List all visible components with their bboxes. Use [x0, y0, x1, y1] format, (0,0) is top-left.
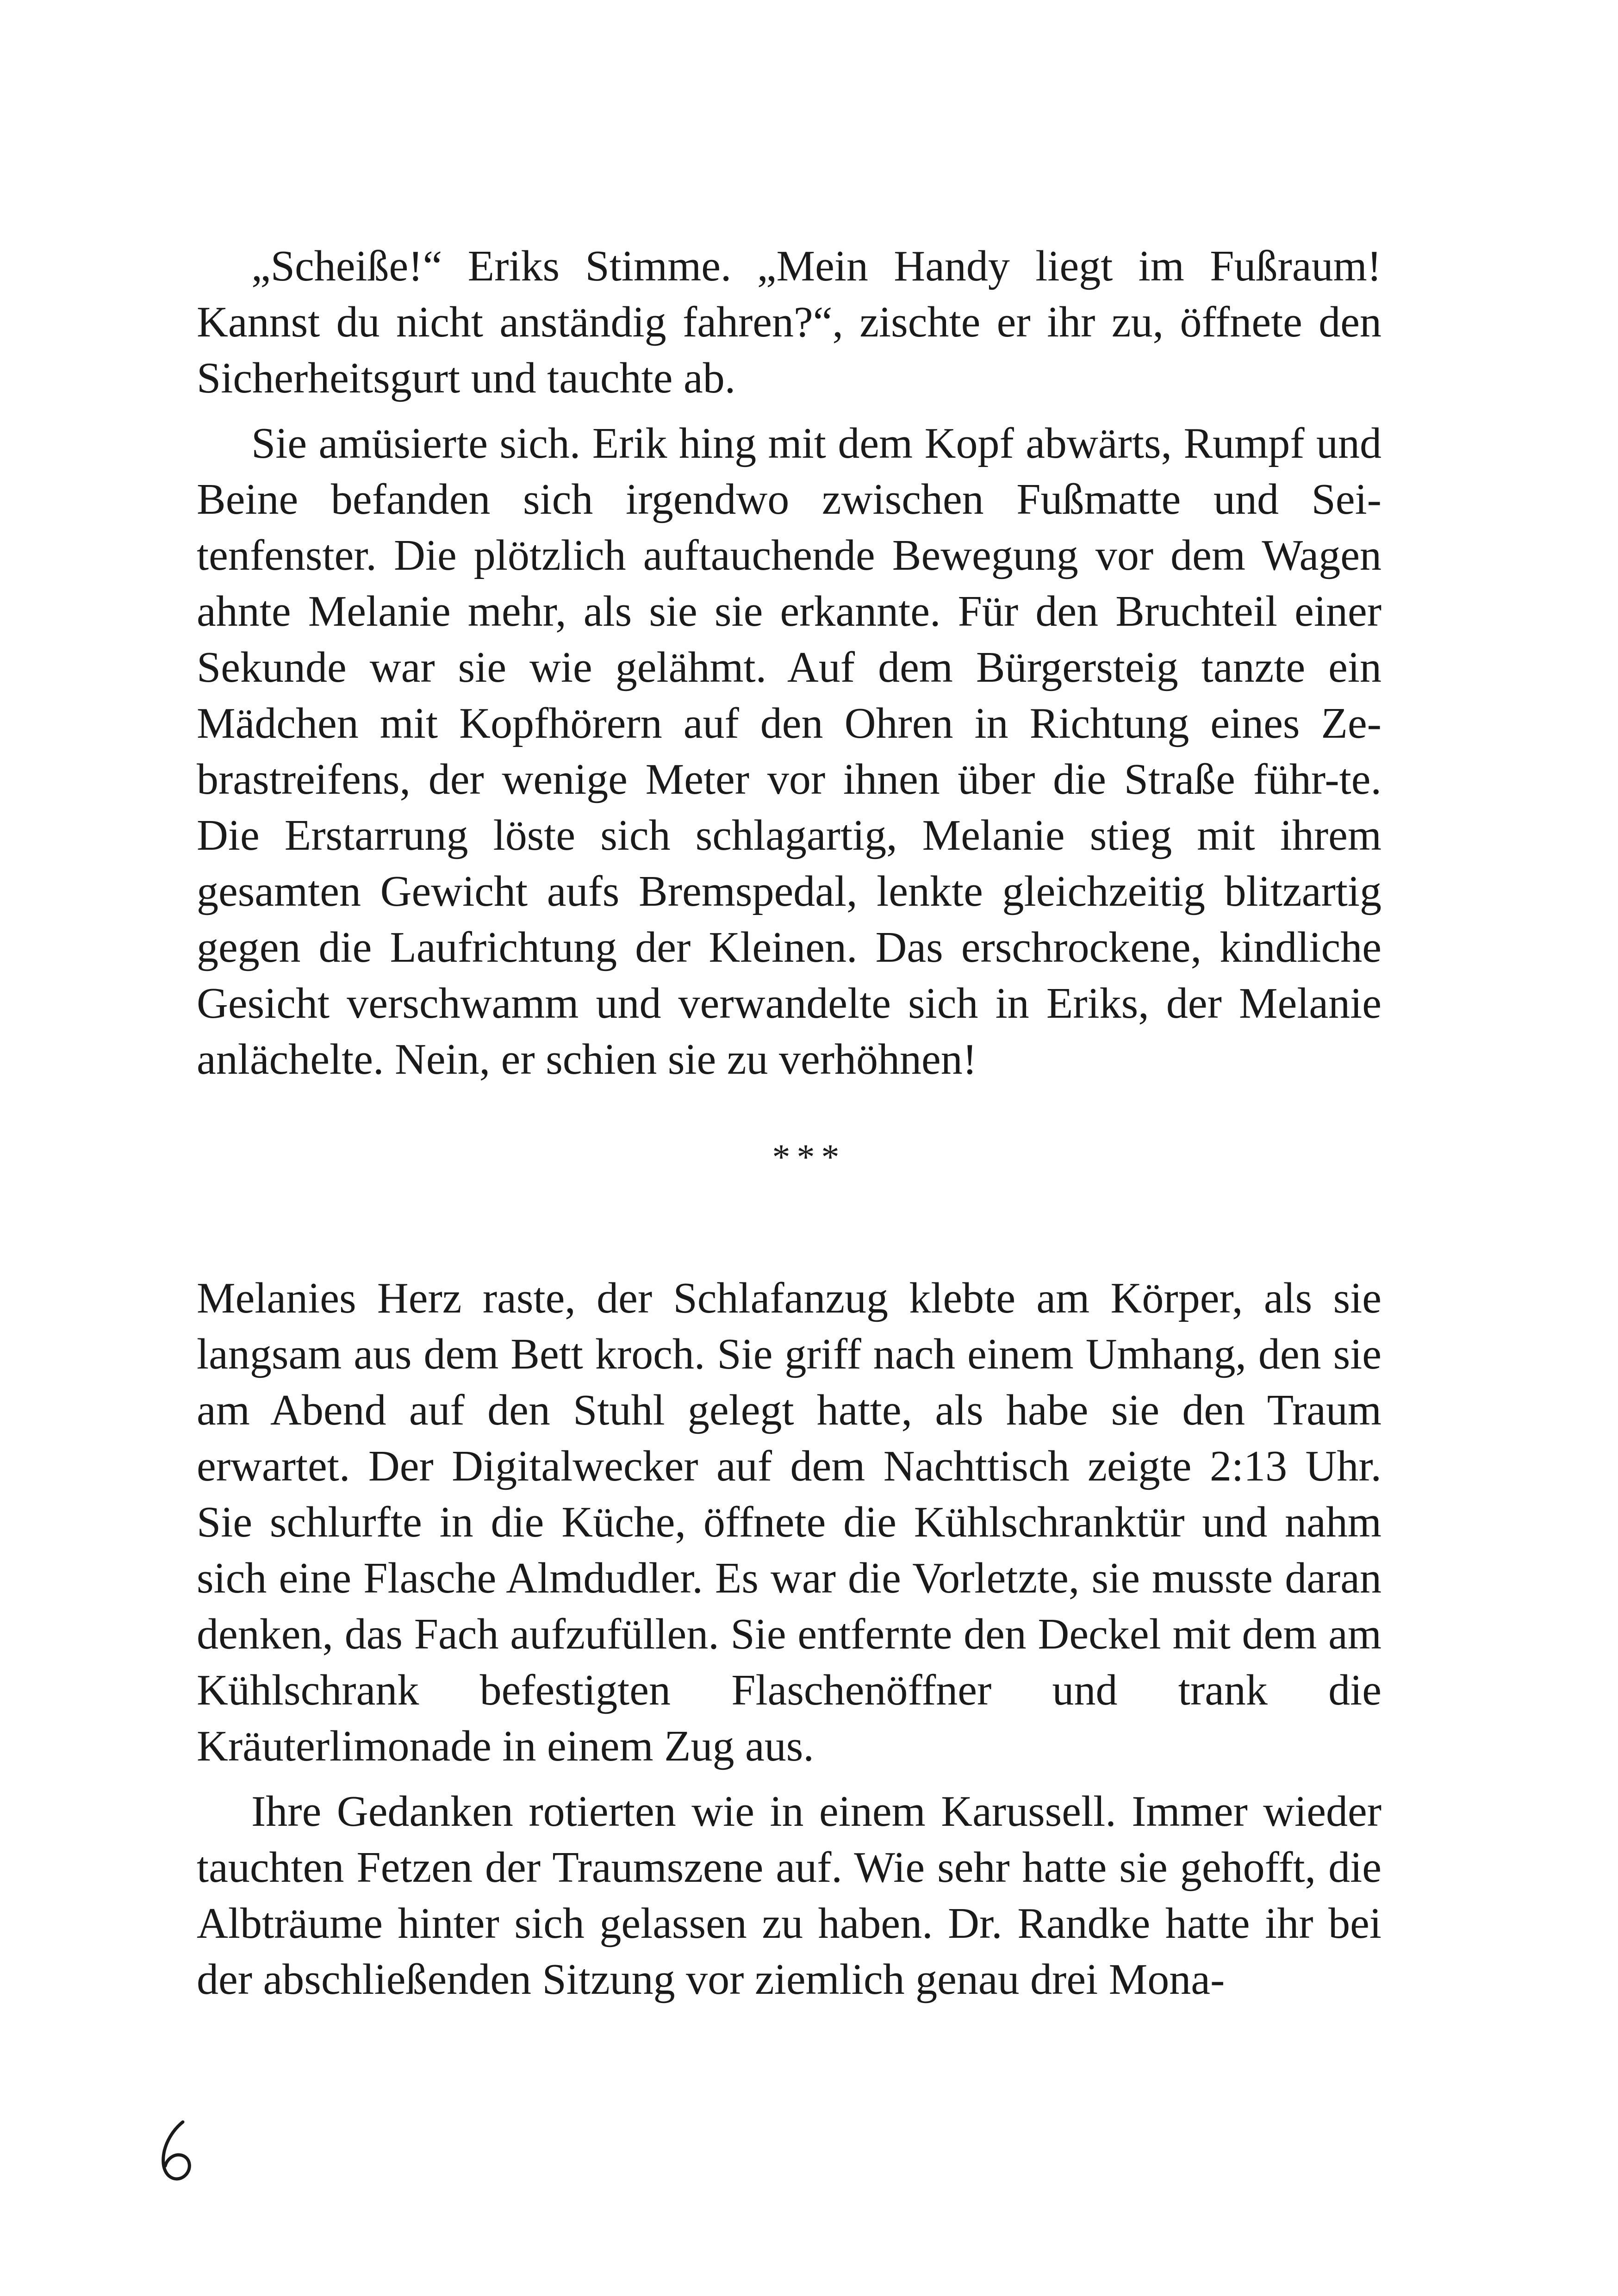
- paragraph: Sie amüsierte sich. Erik hing mit dem Kopf abwärts, Rumpf und Beine befanden sich irgendwo zwischen Fußmatte und Sei-tenfenster. Die plötzlich auftauchende Bewegung vor dem Wagen ahnte Melanie mehr, als sie sie erkannte. Für den Bruchteil einer Sekunde war sie wie gelähmt. Auf dem Bürgersteig tanzte ein Mädchen mit Kopfhörern auf den Ohren in Richtung eines Ze-brastreifens, der wenige Meter vor ihnen über die Straße führ-te. Die Erstarrung löste sich schlagartig, Melanie stieg mit ihrem gesamten Gewicht aufs Bremspedal, lenkte gleichzeitig blitzartig gegen die Laufrichtung der Kleinen. Das erschrockene, kindliche Gesicht verschwamm und verwandelte sich in Eriks, der Melanie anlächelte. Nein, er schien sie zu verhöhnen!: [197, 419, 1382, 1083]
- paragraph: Melanies Herz raste, der Schlafanzug klebte am Körper, als sie langsam aus dem Bett kroch. Sie griff nach einem Umhang, den sie am Abend auf den Stuhl gelegt hatte, als habe sie den Traum erwartet. Der Digitalwecker auf dem Nachttisch zeigte 2:13 Uhr. Sie schlurfte in die Küche, öffnete die Kühlschranktür und nahm sich eine Flasche Almdudler. Es war die Vorletzte, sie musste daran denken, das Fach aufzufüllen. Sie entfernte den Deckel mit dem am Kühlschrank befestigten Flaschenöffner und trank die Kräuterlimonade in einem Zug aus.: [197, 1274, 1382, 1770]
- page-number: [150, 2117, 206, 2187]
- paragraph: Ihre Gedanken rotierten wie in einem Karussell. Immer wieder tauchten Fetzen der Traumszene auf. Wie sehr hatte sie gehofft, die Albträume hinter sich gelassen zu haben. Dr. Randke hatte ihr bei der abschließenden Sitzung vor ziemlich genau drei Mona-: [197, 1787, 1382, 2004]
- text-block-bottom: [197, 1270, 1382, 2008]
- handwritten-page-number-icon: [150, 2117, 206, 2187]
- text-block-top: [197, 238, 1382, 1088]
- scene-break: ***: [772, 1137, 846, 1177]
- paragraph: „Scheiße!“ Eriks Stimme. „Mein Handy liegt im Fußraum! Kannst du nicht anständig fahren?“, zischte er ihr zu, öffnete den Sicherheitsgurt und tauchte ab.: [197, 242, 1382, 402]
